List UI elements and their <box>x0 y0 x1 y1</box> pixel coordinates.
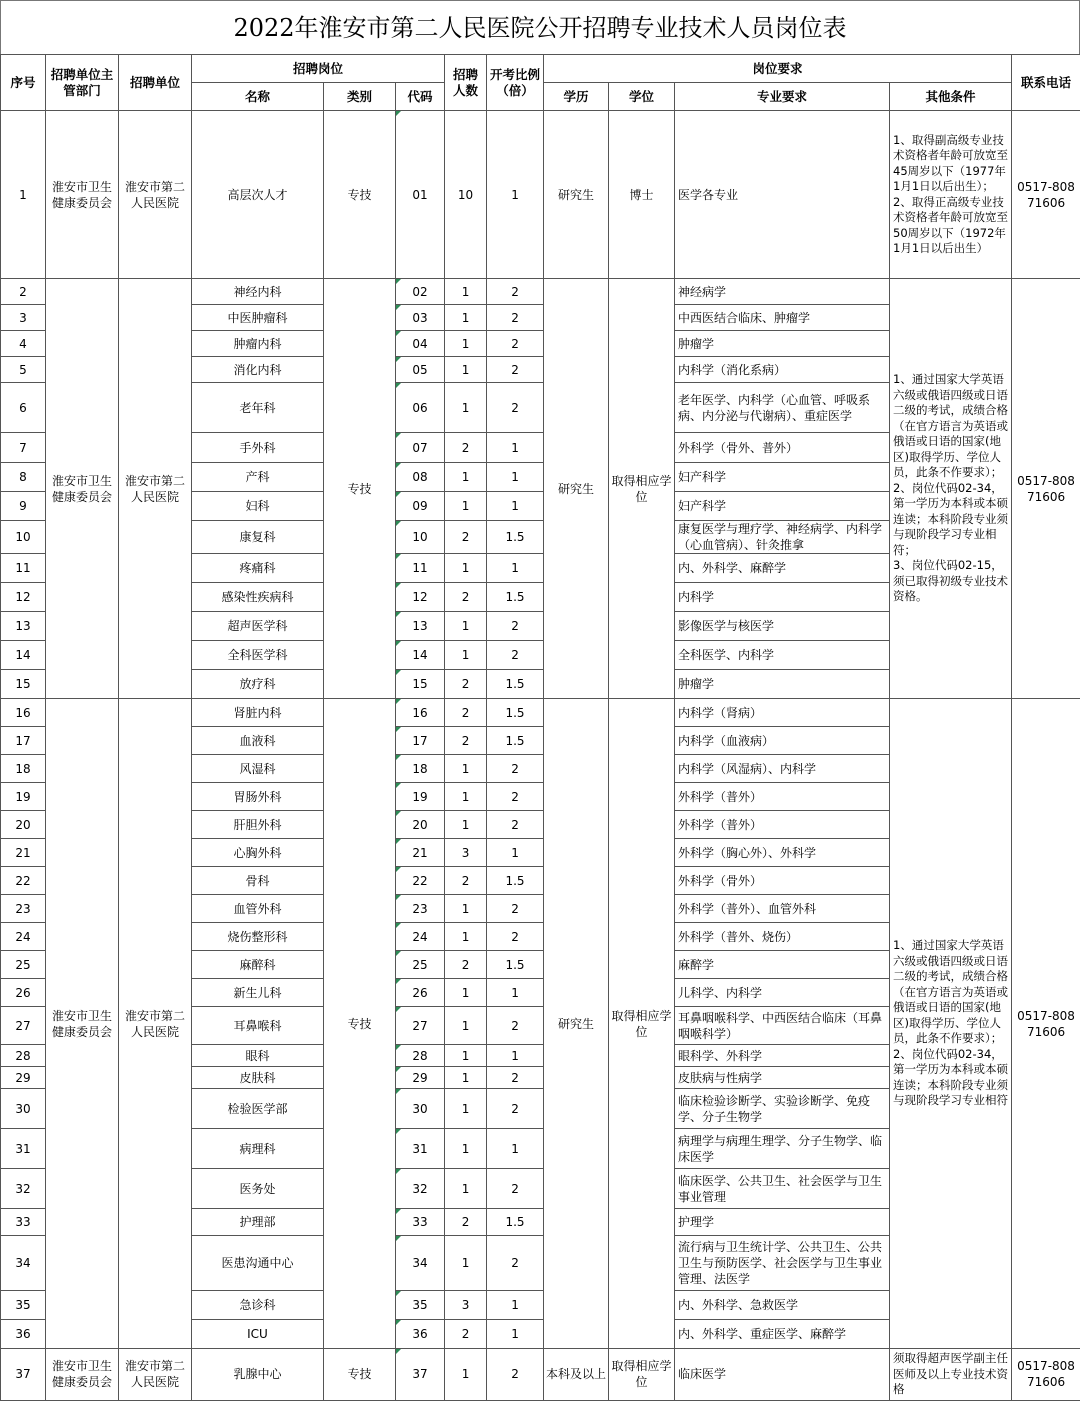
major-requirement: 外科学（普外、烧伤） <box>675 923 890 951</box>
major-requirement: 内科学 <box>675 583 890 612</box>
category-cell: 专技 <box>324 111 396 279</box>
unit-cell: 淮安市第二人民医院 <box>119 111 192 279</box>
exam-ratio: 1 <box>487 839 544 867</box>
post-name: 眼科 <box>192 1045 324 1067</box>
hire-count: 2 <box>445 1209 487 1236</box>
row-seq: 32 <box>1 1169 46 1209</box>
post-name: ICU <box>192 1320 324 1349</box>
hire-count: 1 <box>445 554 487 583</box>
degree-cell: 取得相应学位 <box>609 1349 675 1401</box>
major-requirement: 外科学（普外） <box>675 811 890 839</box>
header-name: 名称 <box>192 83 324 111</box>
post-code: 11 <box>396 554 445 583</box>
major-requirement: 外科学（骨外） <box>675 867 890 895</box>
post-name: 耳鼻喉科 <box>192 1007 324 1045</box>
major-requirement: 内科学（风湿病）、内科学 <box>675 755 890 783</box>
post-code: 24 <box>396 923 445 951</box>
other-conditions-cell: 须取得超声医学副主任医师及以上专业技术资格 <box>890 1349 1012 1401</box>
major-requirement: 内科学（消化系病） <box>675 357 890 383</box>
post-code: 27 <box>396 1007 445 1045</box>
header-edu: 学历 <box>544 83 609 111</box>
education-cell: 研究生 <box>544 279 609 699</box>
major-requirement: 妇产科学 <box>675 463 890 492</box>
post-code: 30 <box>396 1089 445 1129</box>
exam-ratio: 2 <box>487 641 544 670</box>
major-requirement: 外科学（骨外、普外） <box>675 433 890 463</box>
major-requirement: 影像医学与核医学 <box>675 612 890 641</box>
hire-count: 1 <box>445 895 487 923</box>
hire-count: 1 <box>445 979 487 1007</box>
row-seq: 14 <box>1 641 46 670</box>
major-requirement: 康复医学与理疗学、神经病学、内科学（心血管病）、针灸推拿 <box>675 521 890 554</box>
row-seq: 25 <box>1 951 46 979</box>
exam-ratio: 2 <box>487 1169 544 1209</box>
hire-count: 3 <box>445 1291 487 1320</box>
hire-count: 1 <box>445 357 487 383</box>
post-code: 10 <box>396 521 445 554</box>
hire-count: 3 <box>445 839 487 867</box>
hire-count: 1 <box>445 1007 487 1045</box>
exam-ratio: 1.5 <box>487 521 544 554</box>
major-requirement: 神经病学 <box>675 279 890 305</box>
major-requirement: 临床检验诊断学、实验诊断学、免疫学、分子生物学 <box>675 1089 890 1129</box>
hire-count: 2 <box>445 1320 487 1349</box>
post-code: 28 <box>396 1045 445 1067</box>
post-name: 护理部 <box>192 1209 324 1236</box>
row-seq: 24 <box>1 923 46 951</box>
exam-ratio: 2 <box>487 1236 544 1291</box>
post-code: 21 <box>396 839 445 867</box>
row-seq: 20 <box>1 811 46 839</box>
post-code: 08 <box>396 463 445 492</box>
post-name: 康复科 <box>192 521 324 554</box>
post-code: 33 <box>396 1209 445 1236</box>
phone-cell: 0517-80871606 <box>1012 699 1080 1349</box>
header-major: 专业要求 <box>675 83 890 111</box>
post-code: 07 <box>396 433 445 463</box>
post-name: 手外科 <box>192 433 324 463</box>
exam-ratio: 2 <box>487 279 544 305</box>
row-seq: 17 <box>1 727 46 755</box>
post-name: 疼痛科 <box>192 554 324 583</box>
row-seq: 34 <box>1 1236 46 1291</box>
post-code: 18 <box>396 755 445 783</box>
other-conditions-cell: 1、通过国家大学英语六级或俄语四级或日语二级的考试，成绩合格（在官方语言为英语或俄语或日语的国家(地区)取得学历、学位人员，此条不作要求）； 2、岗位代码02-34，第一学历为本科或本硕连读；本科阶段专业须与现阶段学习专业相符 <box>890 699 1012 1349</box>
phone-cell: 0517-80871606 <box>1012 1349 1080 1401</box>
major-requirement: 内科学（肾病） <box>675 699 890 727</box>
row-seq: 3 <box>1 305 46 331</box>
post-code: 32 <box>396 1169 445 1209</box>
post-name: 肿瘤内科 <box>192 331 324 357</box>
row-seq: 28 <box>1 1045 46 1067</box>
degree-cell: 取得相应学位 <box>609 699 675 1349</box>
education-cell: 研究生 <box>544 111 609 279</box>
major-requirement: 中西医结合临床、肿瘤学 <box>675 305 890 331</box>
major-requirement: 麻醉学 <box>675 951 890 979</box>
row-seq: 6 <box>1 383 46 433</box>
row-seq: 26 <box>1 979 46 1007</box>
exam-ratio: 2 <box>487 357 544 383</box>
major-requirement: 外科学（胸心外）、外科学 <box>675 839 890 867</box>
post-code: 14 <box>396 641 445 670</box>
hire-count: 2 <box>445 583 487 612</box>
major-requirement: 病理学与病理生理学、分子生物学、临床医学 <box>675 1129 890 1169</box>
major-requirement: 临床医学、公共卫生、社会医学与卫生事业管理 <box>675 1169 890 1209</box>
post-name: 放疗科 <box>192 670 324 699</box>
education-cell: 本科及以上 <box>544 1349 609 1401</box>
post-code: 29 <box>396 1067 445 1089</box>
major-requirement: 耳鼻咽喉科学、中西医结合临床（耳鼻咽喉科学） <box>675 1007 890 1045</box>
post-code: 36 <box>396 1320 445 1349</box>
exam-ratio: 1 <box>487 1045 544 1067</box>
positions-table <box>0 54 1080 1401</box>
exam-ratio: 1.5 <box>487 867 544 895</box>
header-code: 代码 <box>396 83 445 111</box>
major-requirement: 内科学（血液病） <box>675 727 890 755</box>
exam-ratio: 2 <box>487 895 544 923</box>
header-seq: 序号 <box>1 55 46 111</box>
education-cell: 研究生 <box>544 699 609 1349</box>
hire-count: 1 <box>445 1236 487 1291</box>
post-name: 全科医学科 <box>192 641 324 670</box>
hire-count: 1 <box>445 492 487 521</box>
header-unit: 招聘单位 <box>119 55 192 111</box>
exam-ratio: 2 <box>487 383 544 433</box>
hire-count: 2 <box>445 433 487 463</box>
row-seq: 7 <box>1 433 46 463</box>
post-code: 23 <box>396 895 445 923</box>
major-requirement: 内、外科学、麻醉学 <box>675 554 890 583</box>
hire-count: 1 <box>445 783 487 811</box>
post-code: 35 <box>396 1291 445 1320</box>
hire-count: 1 <box>445 1349 487 1401</box>
table-row <box>1 1349 1080 1401</box>
post-code: 34 <box>396 1236 445 1291</box>
hire-count: 2 <box>445 867 487 895</box>
row-seq: 2 <box>1 279 46 305</box>
post-name: 血管外科 <box>192 895 324 923</box>
unit-cell: 淮安市第二人民医院 <box>119 699 192 1349</box>
post-name: 中医肿瘤科 <box>192 305 324 331</box>
row-seq: 27 <box>1 1007 46 1045</box>
row-seq: 21 <box>1 839 46 867</box>
post-name: 风湿科 <box>192 755 324 783</box>
post-code: 31 <box>396 1129 445 1169</box>
hire-count: 1 <box>445 1169 487 1209</box>
row-seq: 30 <box>1 1089 46 1129</box>
row-seq: 16 <box>1 699 46 727</box>
exam-ratio: 1 <box>487 979 544 1007</box>
header-count: 招聘人数 <box>445 55 487 111</box>
other-conditions-cell: 1、取得副高级专业技术资格者年龄可放宽至45周岁以下（1977年1月1日以后出生）； 2、取得正高级专业技术资格者年龄可放宽至50周岁以下（1972年1月1日以后出生） <box>890 111 1012 279</box>
post-name: 高层次人才 <box>192 111 324 279</box>
hire-count: 1 <box>445 641 487 670</box>
major-requirement: 护理学 <box>675 1209 890 1236</box>
header-requirements: 岗位要求 <box>544 55 1012 83</box>
exam-ratio: 2 <box>487 811 544 839</box>
exam-ratio: 1 <box>487 1129 544 1169</box>
degree-cell: 博士 <box>609 111 675 279</box>
exam-ratio: 1.5 <box>487 670 544 699</box>
header-phone: 联系电话 <box>1012 55 1080 111</box>
hire-count: 1 <box>445 463 487 492</box>
exam-ratio: 2 <box>487 1067 544 1089</box>
major-requirement: 肿瘤学 <box>675 331 890 357</box>
major-requirement: 皮肤病与性病学 <box>675 1067 890 1089</box>
row-seq: 4 <box>1 331 46 357</box>
hire-count: 1 <box>445 305 487 331</box>
post-code: 15 <box>396 670 445 699</box>
hire-count: 1 <box>445 1067 487 1089</box>
post-name: 检验医学部 <box>192 1089 324 1129</box>
exam-ratio: 2 <box>487 612 544 641</box>
dept-cell: 淮安市卫生健康委员会 <box>46 1349 119 1401</box>
row-seq: 11 <box>1 554 46 583</box>
header-degree: 学位 <box>609 83 675 111</box>
row-seq: 1 <box>1 111 46 279</box>
exam-ratio: 1 <box>487 111 544 279</box>
post-code: 01 <box>396 111 445 279</box>
row-seq: 37 <box>1 1349 46 1401</box>
exam-ratio: 1.5 <box>487 951 544 979</box>
post-code: 16 <box>396 699 445 727</box>
header-post: 招聘岗位 <box>192 55 445 83</box>
header-other: 其他条件 <box>890 83 1012 111</box>
row-seq: 31 <box>1 1129 46 1169</box>
post-code: 13 <box>396 612 445 641</box>
exam-ratio: 2 <box>487 331 544 357</box>
hire-count: 2 <box>445 727 487 755</box>
post-name: 新生儿科 <box>192 979 324 1007</box>
dept-cell: 淮安市卫生健康委员会 <box>46 111 119 279</box>
row-seq: 19 <box>1 783 46 811</box>
row-seq: 9 <box>1 492 46 521</box>
dept-cell: 淮安市卫生健康委员会 <box>46 279 119 699</box>
hire-count: 2 <box>445 699 487 727</box>
post-name: 医务处 <box>192 1169 324 1209</box>
major-requirement: 临床医学 <box>675 1349 890 1401</box>
post-code: 20 <box>396 811 445 839</box>
hire-count: 1 <box>445 383 487 433</box>
exam-ratio: 2 <box>487 923 544 951</box>
major-requirement: 肿瘤学 <box>675 670 890 699</box>
row-seq: 12 <box>1 583 46 612</box>
row-seq: 23 <box>1 895 46 923</box>
post-code: 12 <box>396 583 445 612</box>
post-code: 26 <box>396 979 445 1007</box>
major-requirement: 妇产科学 <box>675 492 890 521</box>
header-ratio: 开考比例（倍） <box>487 55 544 111</box>
exam-ratio: 2 <box>487 305 544 331</box>
exam-ratio: 2 <box>487 783 544 811</box>
category-cell: 专技 <box>324 279 396 699</box>
hire-count: 1 <box>445 1045 487 1067</box>
post-code: 37 <box>396 1349 445 1401</box>
row-seq: 15 <box>1 670 46 699</box>
post-code: 02 <box>396 279 445 305</box>
post-code: 04 <box>396 331 445 357</box>
major-requirement: 眼科学、外科学 <box>675 1045 890 1067</box>
hire-count: 2 <box>445 670 487 699</box>
post-name: 血液科 <box>192 727 324 755</box>
post-name: 病理科 <box>192 1129 324 1169</box>
hire-count: 1 <box>445 811 487 839</box>
post-name: 妇科 <box>192 492 324 521</box>
post-name: 麻醉科 <box>192 951 324 979</box>
post-code: 25 <box>396 951 445 979</box>
exam-ratio: 1 <box>487 1291 544 1320</box>
category-cell: 专技 <box>324 1349 396 1401</box>
row-seq: 35 <box>1 1291 46 1320</box>
exam-ratio: 1.5 <box>487 699 544 727</box>
major-requirement: 流行病与卫生统计学、公共卫生、公共卫生与预防医学、社会医学与卫生事业管理、法医学 <box>675 1236 890 1291</box>
post-name: 感染性疾病科 <box>192 583 324 612</box>
hire-count: 2 <box>445 951 487 979</box>
exam-ratio: 2 <box>487 1349 544 1401</box>
post-code: 19 <box>396 783 445 811</box>
major-requirement: 全科医学、内科学 <box>675 641 890 670</box>
hire-count: 1 <box>445 1089 487 1129</box>
major-requirement: 内、外科学、急救医学 <box>675 1291 890 1320</box>
exam-ratio: 2 <box>487 1089 544 1129</box>
hire-count: 1 <box>445 1129 487 1169</box>
exam-ratio: 1.5 <box>487 727 544 755</box>
hire-count: 2 <box>445 521 487 554</box>
row-seq: 13 <box>1 612 46 641</box>
post-code: 03 <box>396 305 445 331</box>
major-requirement: 内、外科学、重症医学、麻醉学 <box>675 1320 890 1349</box>
hire-count: 1 <box>445 923 487 951</box>
other-conditions-cell: 1、通过国家大学英语六级或俄语四级或日语二级的考试，成绩合格（在官方语言为英语或俄语或日语的国家(地区)取得学历、学位人员，此条不作要求）； 2、岗位代码02-34，第一学历为本科或本硕连读；本科阶段专业须与现阶段学习专业相符； 3、岗位代码02-15，须已取得初级专业技术资格。 <box>890 279 1012 699</box>
table-row <box>1 111 1080 279</box>
header-dept: 招聘单位主管部门 <box>46 55 119 111</box>
post-name: 产科 <box>192 463 324 492</box>
table-row <box>1 279 1080 305</box>
row-seq: 5 <box>1 357 46 383</box>
row-seq: 29 <box>1 1067 46 1089</box>
unit-cell: 淮安市第二人民医院 <box>119 1349 192 1401</box>
phone-cell: 0517-80871606 <box>1012 279 1080 699</box>
post-name: 医患沟通中心 <box>192 1236 324 1291</box>
exam-ratio: 1.5 <box>487 1209 544 1236</box>
major-requirement: 儿科学、内科学 <box>675 979 890 1007</box>
post-name: 超声医学科 <box>192 612 324 641</box>
post-name: 烧伤整形科 <box>192 923 324 951</box>
dept-cell: 淮安市卫生健康委员会 <box>46 699 119 1349</box>
exam-ratio: 2 <box>487 1007 544 1045</box>
major-requirement: 医学各专业 <box>675 111 890 279</box>
post-code: 05 <box>396 357 445 383</box>
post-name: 骨科 <box>192 867 324 895</box>
post-code: 17 <box>396 727 445 755</box>
exam-ratio: 2 <box>487 755 544 783</box>
post-name: 急诊科 <box>192 1291 324 1320</box>
exam-ratio: 1 <box>487 492 544 521</box>
unit-cell: 淮安市第二人民医院 <box>119 279 192 699</box>
post-name: 肾脏内科 <box>192 699 324 727</box>
post-code: 09 <box>396 492 445 521</box>
hire-count: 1 <box>445 612 487 641</box>
exam-ratio: 1 <box>487 463 544 492</box>
row-seq: 33 <box>1 1209 46 1236</box>
major-requirement: 外科学（普外）、血管外科 <box>675 895 890 923</box>
post-name: 胃肠外科 <box>192 783 324 811</box>
post-name: 老年科 <box>192 383 324 433</box>
post-code: 06 <box>396 383 445 433</box>
phone-cell: 0517-80871606 <box>1012 111 1080 279</box>
row-seq: 10 <box>1 521 46 554</box>
hire-count: 10 <box>445 111 487 279</box>
category-cell: 专技 <box>324 699 396 1349</box>
hire-count: 1 <box>445 755 487 783</box>
post-name: 皮肤科 <box>192 1067 324 1089</box>
hire-count: 1 <box>445 331 487 357</box>
hire-count: 1 <box>445 279 487 305</box>
header-category: 类别 <box>324 83 396 111</box>
degree-cell: 取得相应学位 <box>609 279 675 699</box>
post-name: 肝胆外科 <box>192 811 324 839</box>
row-seq: 8 <box>1 463 46 492</box>
post-name: 神经内科 <box>192 279 324 305</box>
post-code: 22 <box>396 867 445 895</box>
exam-ratio: 1.5 <box>487 583 544 612</box>
post-name: 消化内科 <box>192 357 324 383</box>
row-seq: 18 <box>1 755 46 783</box>
row-seq: 22 <box>1 867 46 895</box>
post-name: 乳腺中心 <box>192 1349 324 1401</box>
post-name: 心胸外科 <box>192 839 324 867</box>
exam-ratio: 1 <box>487 554 544 583</box>
document-title: 2022年淮安市第二人民医院公开招聘专业技术人员岗位表 <box>0 0 1080 54</box>
exam-ratio: 1 <box>487 1320 544 1349</box>
positions-table-body <box>1 111 1080 1401</box>
exam-ratio: 1 <box>487 433 544 463</box>
major-requirement: 外科学（普外） <box>675 783 890 811</box>
row-seq: 36 <box>1 1320 46 1349</box>
table-row <box>1 699 1080 727</box>
major-requirement: 老年医学、内科学（心血管、呼吸系病、内分泌与代谢病）、重症医学 <box>675 383 890 433</box>
